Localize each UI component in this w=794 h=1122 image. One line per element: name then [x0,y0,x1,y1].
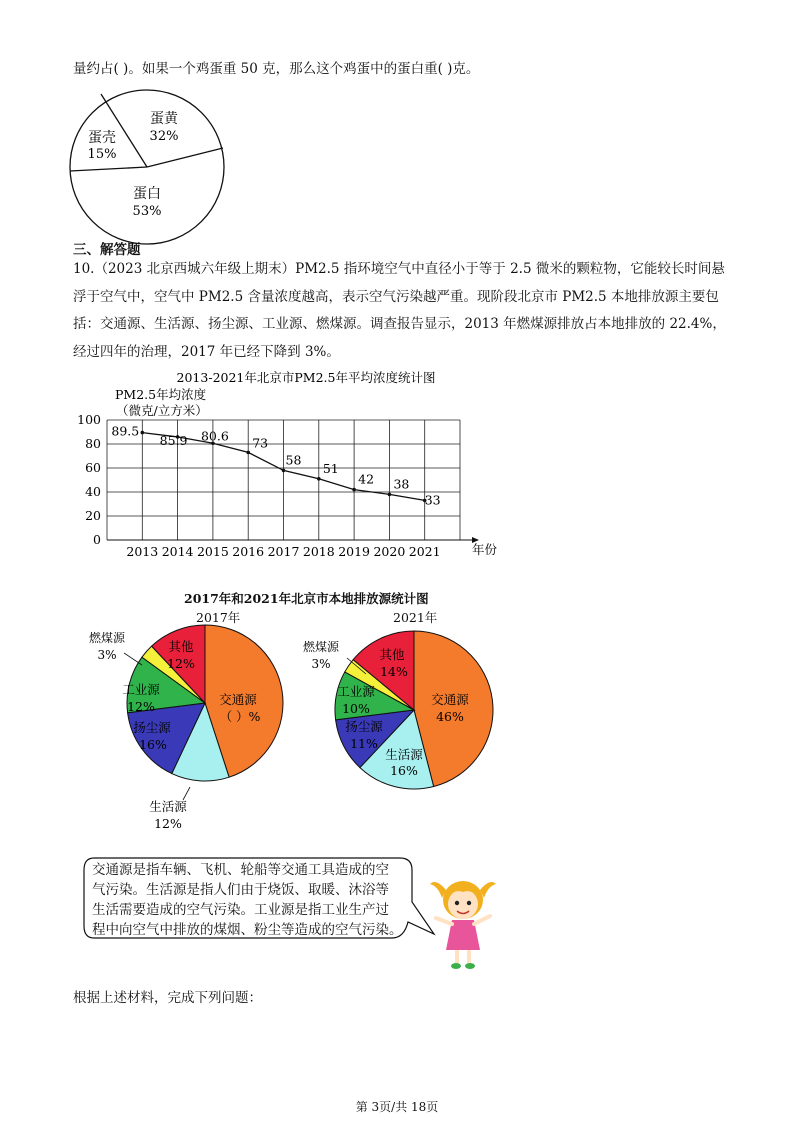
pie2017-dust-value: 16% [139,737,167,752]
pie2021-coal-name: 燃煤源 [302,640,340,654]
line-chart-data-label: 85.9 [159,432,188,448]
pie2017-other-value: 12% [167,656,195,671]
line-chart-data-label: 73 [252,435,269,451]
question-line: 浮于空气中，空气中 PM2.5 含量浓度越高，表示空气污染越严重。现阶段北京市 PM2.5 本地排放源主要包 [73,288,719,305]
line-chart-x-tick: 2017 [267,544,300,559]
line-chart-ylabel-2: （微克/立方米） [116,403,208,418]
line-chart-data-label: 51 [322,460,339,476]
pie2021-industry-value: 10% [342,701,370,716]
line-chart-point [317,477,321,481]
pie-chart-2017 [80,622,280,832]
line-chart-point [388,493,392,497]
pie2021-other-value: 14% [380,664,408,679]
page-footer: 第 3页/共 18页 [355,1100,439,1114]
instruction-text: 根据上述材料，完成下列问题： [73,990,262,1006]
line-chart-y-tick: 80 [85,436,101,451]
egg-yolk-value: 32% [149,129,179,144]
pie2021-dust-value: 11% [350,736,378,751]
section-heading: 三、解答题 [73,242,141,258]
pie2017-life-value: 12% [154,816,182,831]
line-chart-data-label: 38 [393,476,410,492]
line-chart-xlabel: 年份 [472,542,498,557]
egg-shell-value: 15% [87,147,117,162]
line-chart-data-label: 58 [285,452,302,468]
bubble-line: 程中向空气中排放的煤烟、粉尘等造成的空气污染。 [92,922,403,938]
pie2021-life-name: 生活源 [385,747,423,762]
line-chart-x-tick: 2014 [161,544,194,559]
pie2021-industry-name: 工业源 [337,684,375,699]
line-chart-title: 2013-2021年北京市PM2.5年平均浓度统计图 [176,370,436,385]
line-chart-point [141,431,145,435]
cartoon-girl-illustration [428,876,498,972]
egg-white-label: 蛋白 [133,186,161,202]
pie2021-traffic-value: 46% [436,709,464,724]
pie2017-dust-name: 扬尘源 [133,720,171,735]
line-chart-y-tick: 20 [85,508,101,523]
egg-white-value: 53% [132,204,162,219]
bubble-line: 气污染。生活源是指人们由于烧饭、取暖、沐浴等 [92,882,389,898]
pie2017-other-name: 其他 [168,639,194,654]
line-chart-x-tick: 2021 [408,544,441,559]
pie-charts-title: 2017年和2021年北京市本地排放源统计图 [184,591,429,606]
line-chart-data-label: 33 [424,492,441,508]
pie2017-coal-name: 燃煤源 [88,631,126,645]
line-chart-y-tick: 40 [85,484,101,499]
pie2017-industry-value: 12% [127,699,155,714]
question-paragraph [73,256,733,366]
line-chart-point [352,488,356,492]
question-line: 10.（2023 北京西城六年级上期末）PM2.5 指环境空气中直径小于等于 2.5 微米的颗粒物，它能较长时间悬 [73,261,725,277]
line-chart-y-tick: 0 [93,532,101,547]
pm25-line-chart [77,368,510,563]
pie2021-dust-name: 扬尘源 [345,719,383,734]
top-line: 量约占( )。如果一个鸡蛋重 50 克，那么这个鸡蛋中的蛋白重( )克。 [73,61,480,77]
egg-pie-chart [68,88,228,248]
line-chart-y-tick: 100 [77,412,101,427]
pie-chart-2021 [290,622,500,792]
line-chart-data-label: 42 [358,471,375,487]
pie2017-coal-value: 3% [97,648,117,662]
pie2017-traffic-value: （ ）% [219,709,261,724]
pie2017-industry-name: 工业源 [122,682,160,697]
pie2021-other-name: 其他 [379,647,405,662]
line-chart-x-tick: 2015 [196,544,229,559]
line-chart-x-tick: 2016 [232,544,265,559]
bubble-line: 生活需要造成的空气污染。工业源是指工业生产过 [92,902,389,918]
line-chart-x-tick: 2020 [373,544,406,559]
pie2017-traffic-name: 交通源 [219,692,257,707]
line-chart-data-label: 89.5 [111,423,140,439]
question-line: 经过四年的治理，2017 年已经下降到 3%。 [73,343,340,360]
question-line: 括：交通源、生活源、扬尘源、工业源、燃煤源。调查报告显示，2013 年燃煤源排放占本地排放的 22.4%， [73,316,726,332]
line-chart-ylabel-1: PM2.5年均浓度 [115,387,207,402]
line-chart-x-tick: 2013 [126,544,159,559]
pie2017-life-name: 生活源 [149,799,187,814]
bubble-line: 交通源是指车辆、飞机、轮船等交通工具造成的空 [92,862,389,878]
line-chart-x-tick: 2019 [338,544,371,559]
egg-yolk-label: 蛋黄 [150,111,178,127]
line-chart-data-label: 80.6 [200,428,229,444]
bubble-text [92,860,422,940]
pie2021-coal-value: 3% [311,657,331,671]
pie2021-life-value: 16% [390,763,418,778]
pie-2021-subtitle: 2021年 [393,610,438,625]
line-chart-y-tick: 60 [85,460,101,475]
pie-2017-subtitle: 2017年 [196,610,241,625]
egg-shell-label: 蛋壳 [88,130,116,146]
pie2021-traffic-name: 交通源 [431,692,469,707]
line-chart-point [246,451,250,455]
line-chart-x-tick: 2018 [302,544,335,559]
line-chart-point [282,469,286,473]
